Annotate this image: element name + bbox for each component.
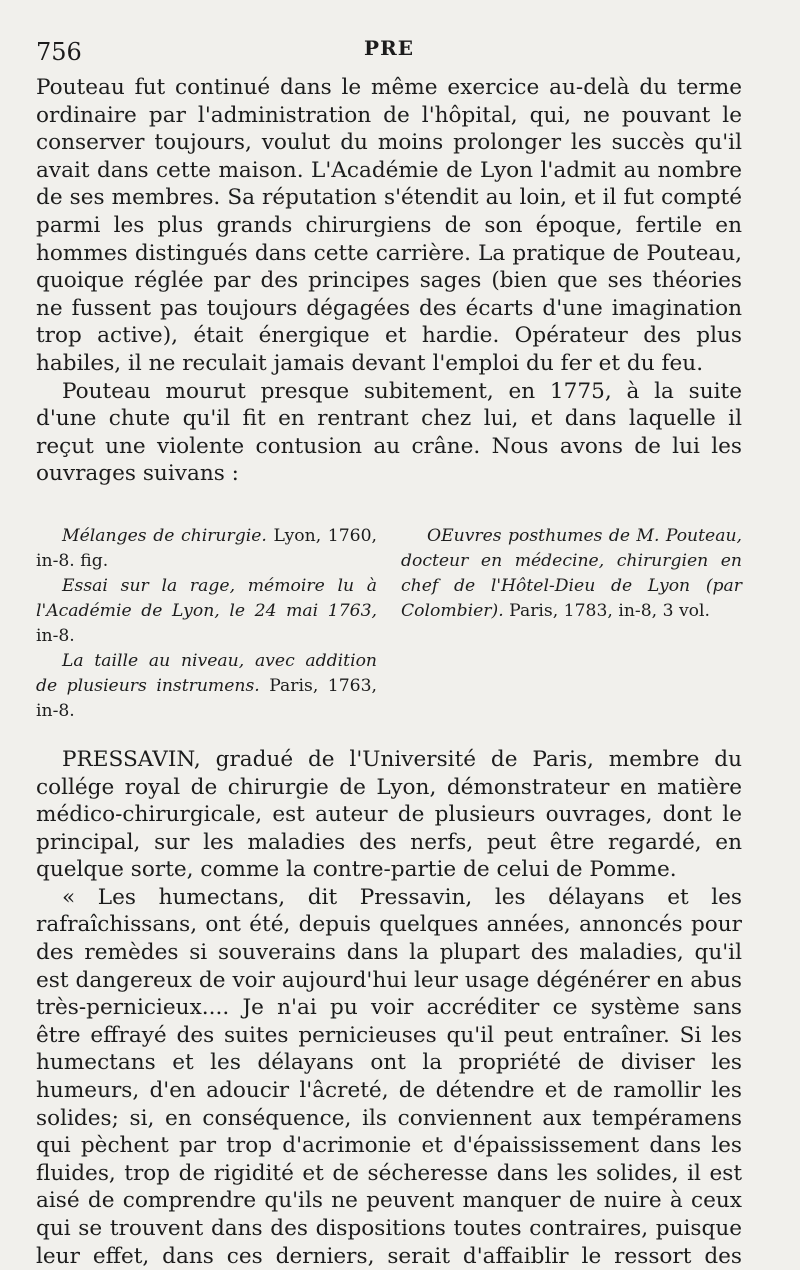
work-entry [36,574,377,649]
work-title: Essai sur la rage, mémoire lu à l'Académie de Lyon, le 24 mai 1763, [36,575,377,621]
work-entry [401,524,742,624]
work-details: Paris, 1783, in-8, 3 vol. [503,600,710,621]
quote-paragraph: « Les humectans, dit Pressavin, les délayans et les rafraîchissans, ont été, depuis quelques années, annoncés pour des remèdes si souverains dans la plupart des maladies, qu'il est dangereux de voir aujourd'hui leur usage dégénérer en abus très-pernicieux.... Je n'ai pu voir accréditer ce système sans être effrayé des suites pernicieuses qu'il peut entraîner. Si les humectans et les délayans ont la propriété de diviser les humeurs, d'en adoucir l'âcreté, de détendre et de ramollir les solides; si, en conséquence, ils conviennent aux tempéramens qui pèchent par trop d'acrimonie et d'épaississement dans les fluides, trop de rigidité et de sécheresse dans les solides, il est aisé de comprendre qu'ils ne peuvent manquer de nuire à ceux qui se trouvent dans des dispositions toutes contraires, puisque leur effet, dans ces derniers, serait d'affaiblir le ressort des [36,884,742,1269]
work-title: La taille au niveau, avec addition de plusieurs instrumens. [36,650,377,696]
work-entry [36,524,377,574]
running-head: PRE [364,36,414,60]
page-header [36,30,742,74]
pressavin-paragraph: PRESSAVIN, gradué de l'Université de Paris, membre du collége royal de chirurgie de Lyon, démonstrateur en matière médico-chirurgicale, est auteur de plusieurs ouvrages, dont le principal, sur les maladies des nerfs, peut être regardé, en quelque sorte, comme la contre-partie de celui de Pomme. [36,746,742,883]
works-list [36,524,742,724]
work-details: in-8. [36,625,75,646]
work-details: Paris, 1763, in-8. [36,675,377,721]
death-paragraph: Pouteau mourut presque subitement, en 1775, à la suite d'une chute qu'il fit en rentrant chez lui, et dans laquelle il reçut une violente contusion au crâne. Nous avons de lui les ouvrages suivans : [36,378,742,487]
work-details: Lyon, 1760, in-8. fig. [36,525,377,571]
page-number: 756 [36,38,82,66]
works-column-right [401,524,742,724]
work-title: OEuvres posthumes de M. Pouteau, docteur en médecine, chirurgien en chef de l'Hôtel-Dieu de Lyon (par Colombier). [401,525,742,621]
intro-paragraph: Pouteau fut continué dans le même exercice au-delà du terme ordinaire par l'administration de l'hôpital, qui, ne pouvant le conserver toujours, voulut du moins prolonger les succès qu'il avait dans cette maison. L'Académie de Lyon l'admit au nombre de ses membres. Sa réputation s'étendit au loin, et il fut compté parmi les plus grands chirurgiens de son époque, fertile en hommes distingués dans cette carrière. La pratique de Pouteau, quoique réglée par des principes sages (bien que ses théories ne fussent pas toujours dégagées des écarts d'une imagination trop active), était énergique et hardie. Opérateur des plus habiles, il ne reculait jamais devant l'emploi du fer et du feu. [36,75,742,376]
works-column-left [36,524,377,724]
work-title: Mélanges de chirurgie. [62,525,267,546]
work-entry [36,649,377,724]
